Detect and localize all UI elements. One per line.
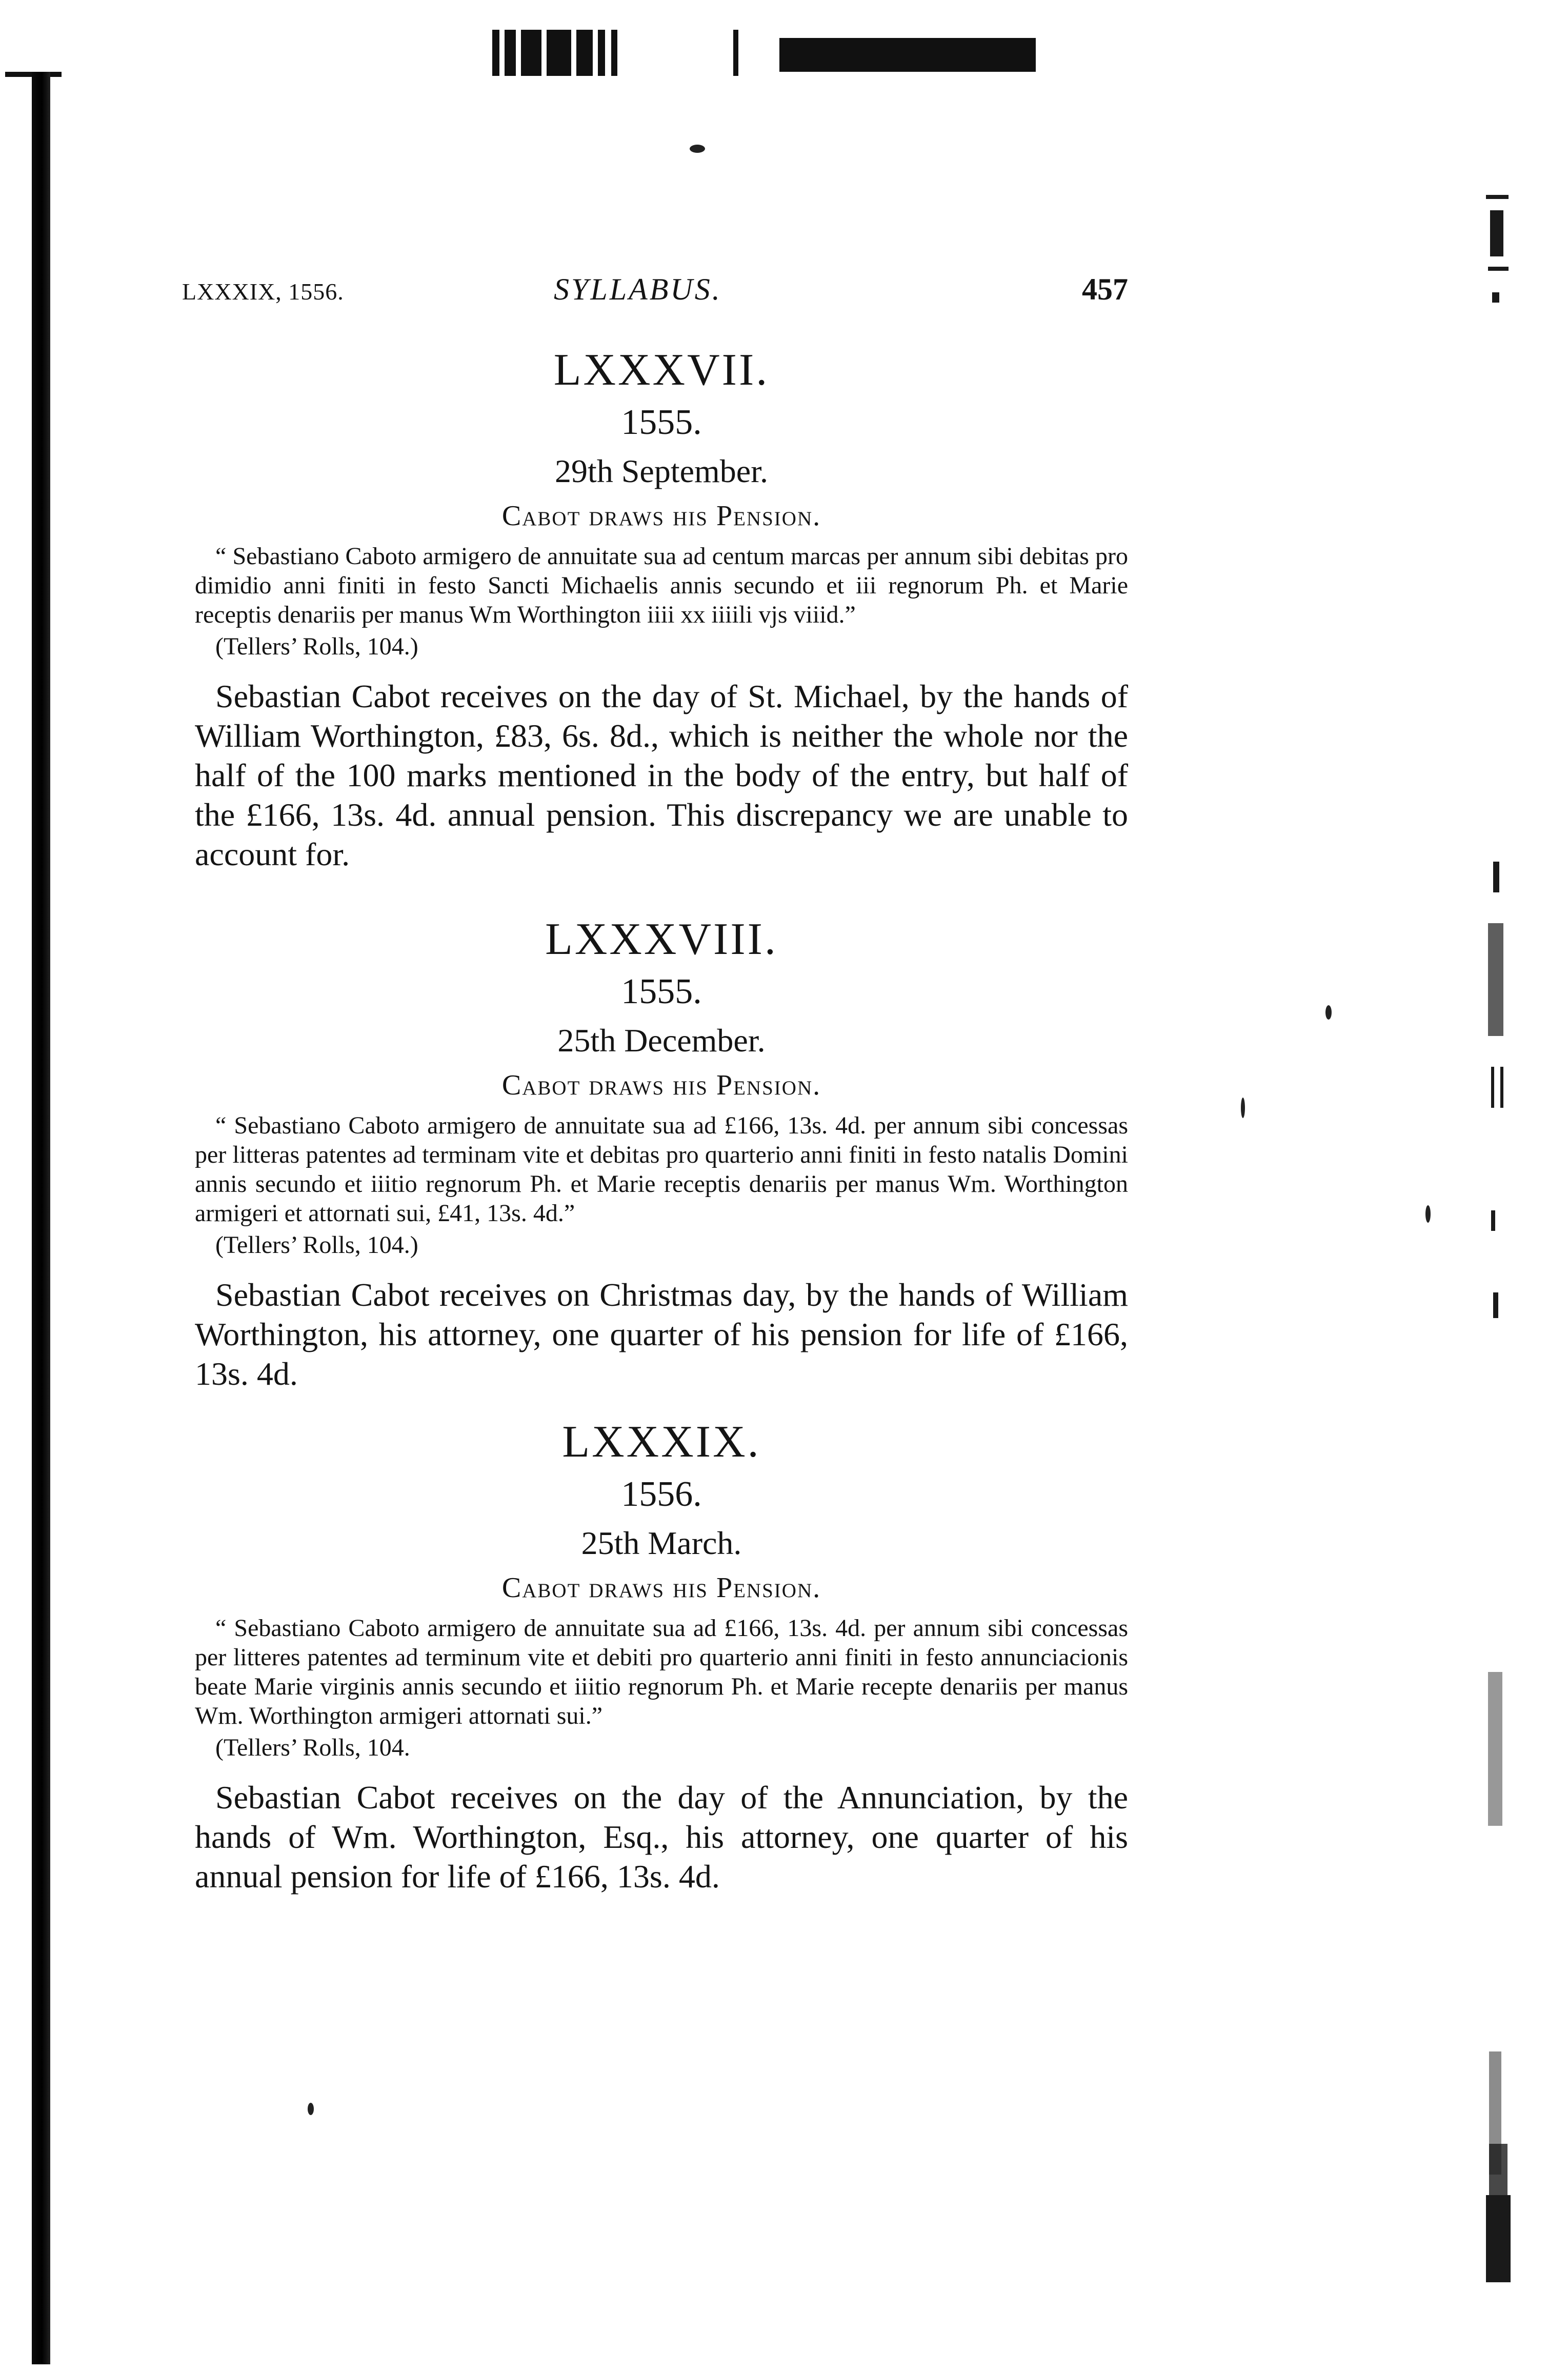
entry-year: 1556. xyxy=(621,1475,702,1514)
running-head-title: SYLLABUS. xyxy=(554,272,722,306)
entry-english-summary: Sebastian Cabot receives on the day of St. Michael, by the hands of William Worthington, £83, 6s. 8d., which is neither the whole nor the half of the 100 marks mentioned in the body of the entry, but half of the £166, 13s. 4d. annual pension. This discrepancy we are unable to account for. xyxy=(195,678,1128,872)
page-number: 457 xyxy=(1082,272,1128,306)
entry-date: 29th September. xyxy=(555,453,768,489)
entry-latin-text: “ Sebastiano Caboto armigero de annuitate sua ad centum marcas per annum sibi debitas pro dimidio anni finiti in festo Sancti Michaelis annis secundo et iii regnorum Ph. et Marie receptis denariis per manus Wm Worthington iiii xx iiiili vjs viiid.” xyxy=(195,543,1128,628)
entry-latin-text: “ Sebastiano Caboto armigero de annuitate sua ad £166, 13s. 4d. per annum sibi concessas per litteres patentes ad terminum vite et debiti pro quarterio anni finiti in festo annunciacionis beate Marie virginis annis secundo et iiitio regnorum Ph. et Marie recepte denariis per manus Wm. Worthington armigeri attornati sui.” xyxy=(195,1615,1128,1729)
entry-heading: Cabot draws his Pension. xyxy=(501,1572,821,1604)
entry-year: 1555. xyxy=(621,972,702,1011)
running-head xyxy=(182,272,1128,313)
entry-numeral: LXXXIX. xyxy=(562,1417,761,1467)
entry-latin-text: “ Sebastiano Caboto armigero de annuitate sua ad £166, 13s. 4d. per annum sibi concessas per litteras patentes ad terminam vite et debitas pro quarterio anni finiti in festo natalis Domini annis secundo et iiitio regnorum Ph. et Marie receptis denariis per manus Wm. Worthington armigeri et attornati sui, £41, 13s. 4d.” xyxy=(195,1112,1128,1227)
entry-numeral: LXXXVIII. xyxy=(545,914,778,964)
entry-year: 1555. xyxy=(621,403,702,442)
running-head-section: LXXXIX, 1556. xyxy=(182,278,344,305)
entry-lxxxvii xyxy=(195,344,1128,874)
entry-english-summary: Sebastian Cabot receives on the day of the Annunciation, by the hands of Wm. Worthington, Esq., his attorney, one quarter of his annual pension for life of £166, 13s. 4d. xyxy=(195,1779,1128,1895)
entry-citation: (Tellers’ Rolls, 104.) xyxy=(215,633,418,660)
entry-lxxxix xyxy=(195,1416,1128,1896)
entry-citation: (Tellers’ Rolls, 104.) xyxy=(215,1231,418,1259)
entry-heading: Cabot draws his Pension. xyxy=(501,1069,821,1101)
entry-citation: (Tellers’ Rolls, 104. xyxy=(215,1734,410,1761)
entry-lxxxviii xyxy=(195,913,1128,1393)
entry-date: 25th December. xyxy=(557,1022,766,1059)
entry-english-summary: Sebastian Cabot receives on Christmas day, by the hands of William Worthington, his attorney, one quarter of his pension for life of £166, 13s. 4d. xyxy=(195,1277,1128,1392)
entry-numeral: LXXXVII. xyxy=(553,345,770,395)
entry-date: 25th March. xyxy=(581,1525,742,1561)
entry-heading: Cabot draws his Pension. xyxy=(501,500,821,532)
